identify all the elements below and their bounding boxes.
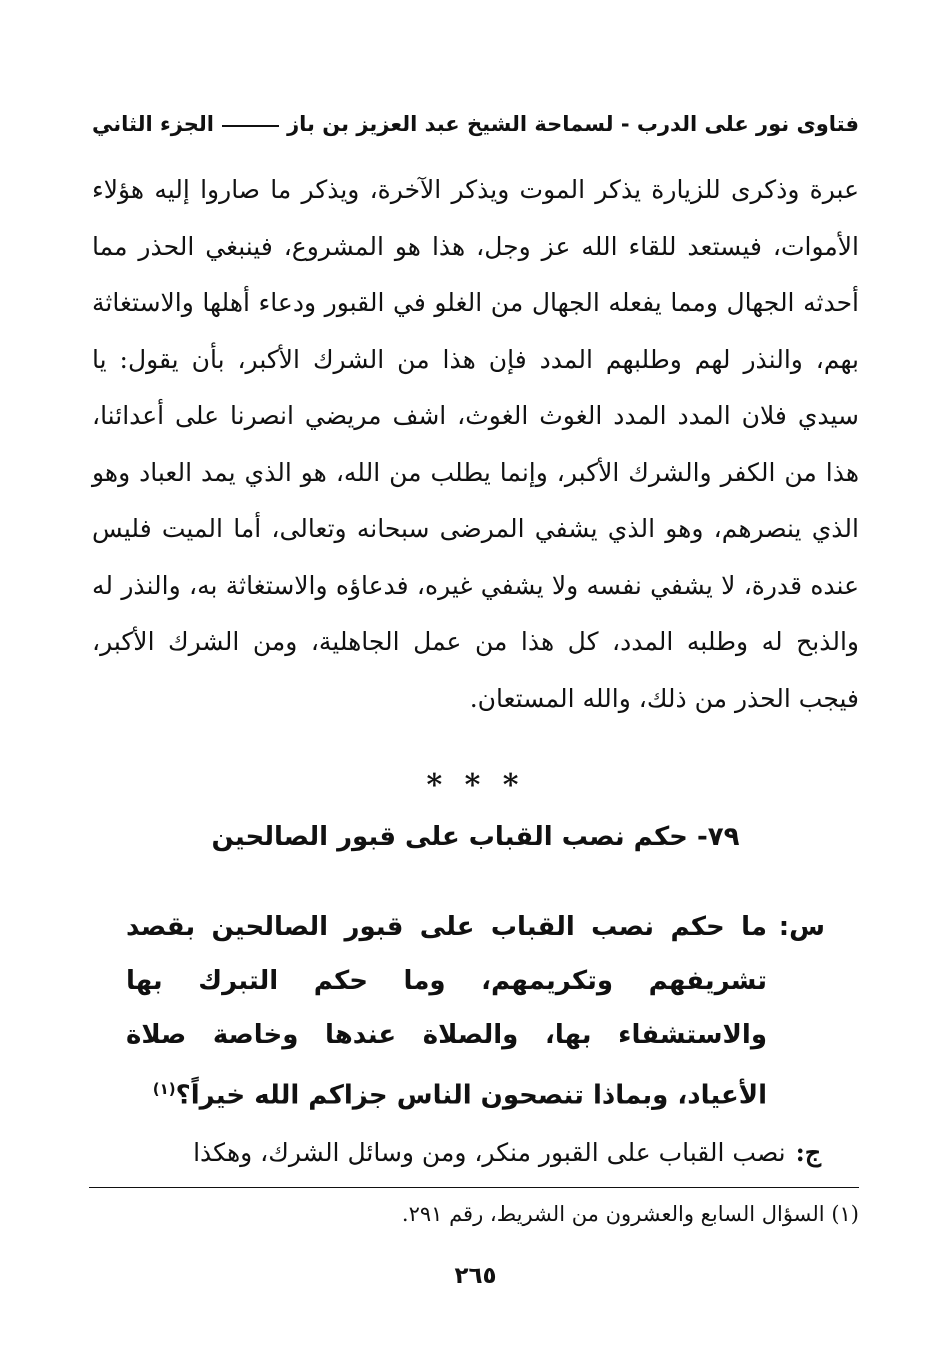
volume-label: الجزء الثاني [92,112,215,136]
question-marker: س: [778,912,825,942]
page-number: ٢٦٥ [454,1263,497,1289]
section-separator: * * * [426,768,525,803]
answer-block [92,1128,821,1178]
body-text [92,162,859,727]
question-block [126,900,825,1123]
question-text: ما حكم نصب القباب على قبور الصالحين بقصد تشريفهم وتكريمهم، وما حكم التبرك بها والاستشفاء بها، والصلاة عندها وخاصة صلاة الأعياد، وبماذا تنصحون الناس جزاكم الله خيراً؟ [126,912,767,1111]
section-title: ٧٩- حكم نصب القباب على قبور الصالحين [211,822,740,852]
answer-text: نصب القباب على القبور منكر، ومن وسائل الشرك، وهكذا [193,1138,786,1167]
body-paragraph: عبرة وذكرى للزيارة يذكر الموت ويذكر الآخرة، ويذكر ما صاروا إليه هؤلاء الأموات، فيستعد للقاء الله عز وجل، هذا هو المشروع، فينبغي الحذر مما أحدثه الجهال ومما يفعله الجهال من الغلو في القبور ودعاء أهلها والاستغاثة بهم، والنذر لهم وطلبهم المدد فإن هذا من الشرك الأكبر، بأن يقول: يا سيدي فلان المدد المدد الغوث الغوث، اشف مريضي انصرنا على أعدائنا، هذا من الكفر والشرك الأكبر، وإنما يطلب من الله، هو الذي يمد العباد وهو الذي ينصرهم، وهو الذي يشفي المرضى سبحانه وتعالى، أما الميت فليس عنده قدرة، لا يشفي نفسه ولا يشفي غيره، فدعاؤه والاستغاثة به، والنذر له والذبح له وطلبه المدد، كل هذا من عمل الجاهلية، ومن الشرك الأكبر، فيجب الحذر من ذلك، والله المستعان. [92,175,860,713]
footnote-reference: (١) [152,1080,176,1098]
answer-marker: ج: [795,1138,821,1167]
book-title: فتاوى نور على الدرب - لسماحة الشيخ عبد العزيز بن باز [287,112,859,136]
header-rule [222,125,279,127]
footnote-divider [89,1187,859,1188]
running-header [92,96,859,136]
question-body [126,900,767,1123]
footnote: (١) السؤال السابع والعشرون من الشريط، رقم ٢٩١. [401,1202,859,1226]
